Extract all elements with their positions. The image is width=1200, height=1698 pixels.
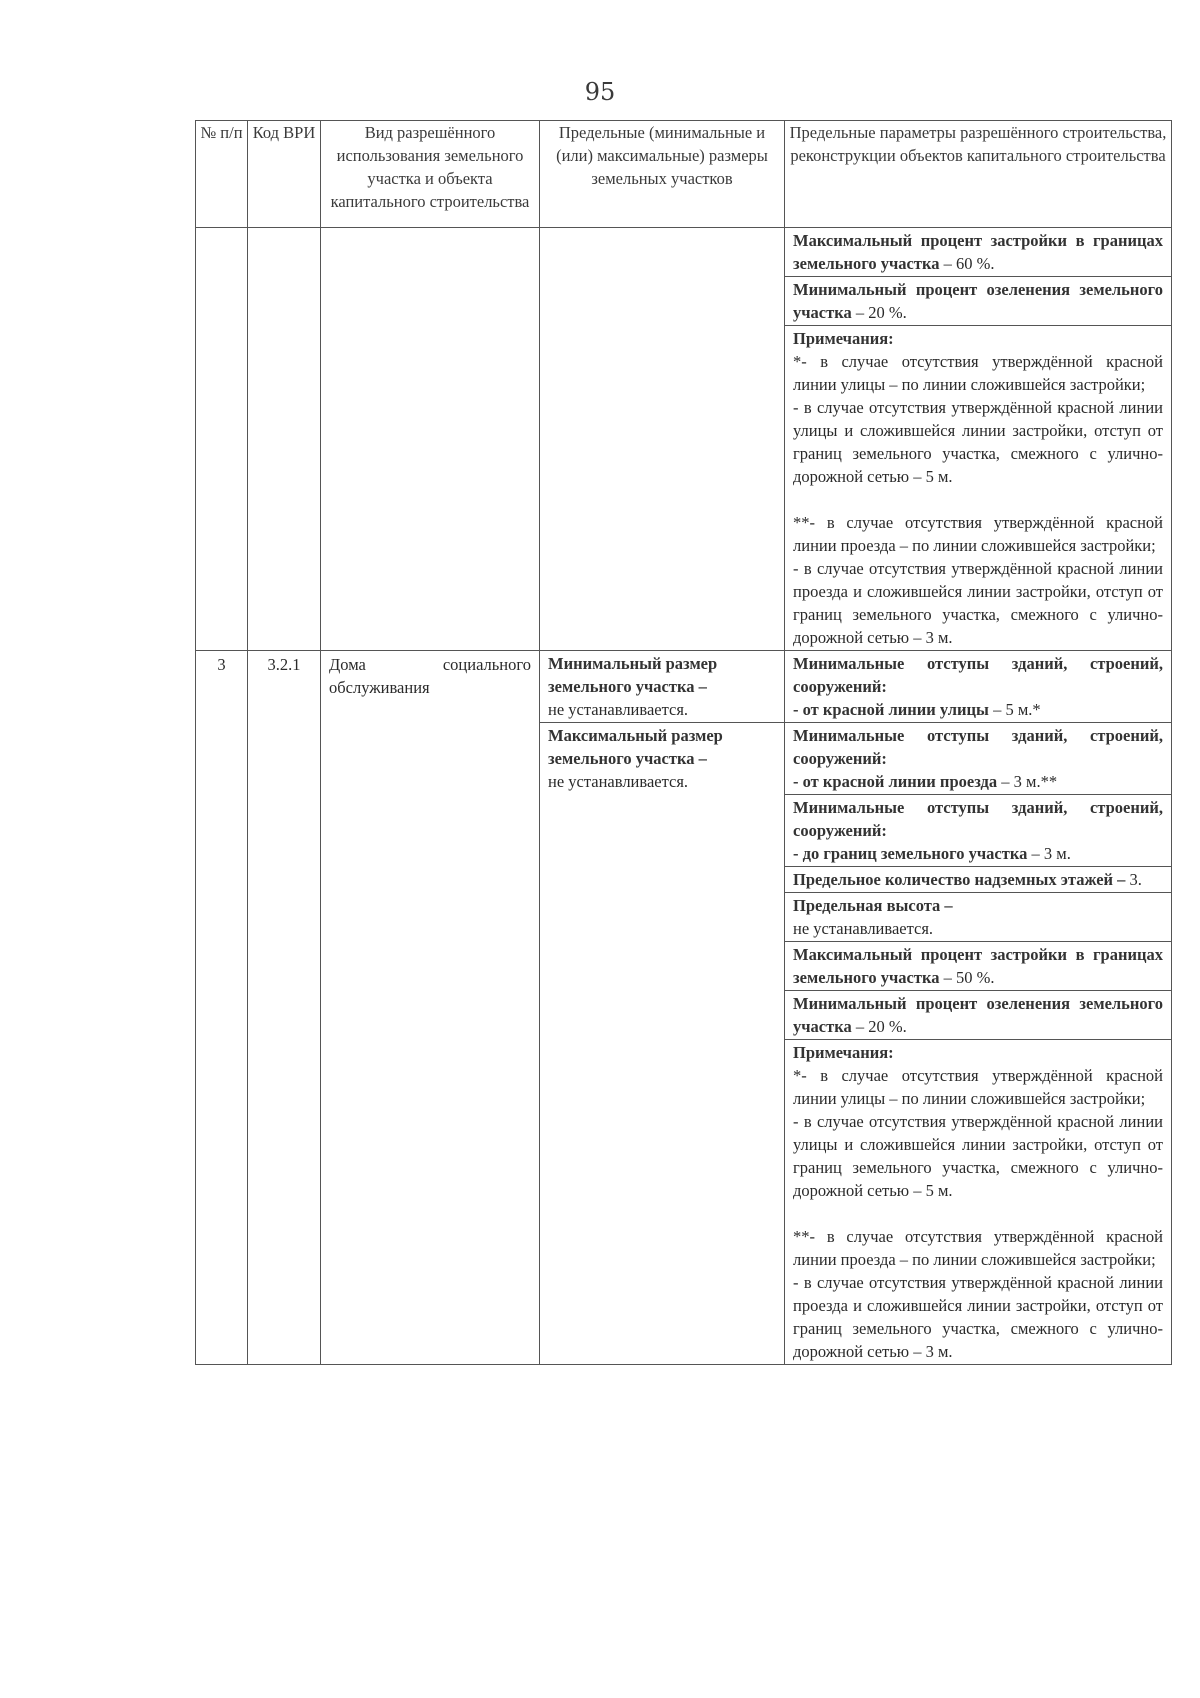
note-line: - в случае отсутствия утверждённой красной линии улицы и сложившейся линии застройки, отступ от границ земельного участка, смежного с улично-дорожной сетью – 5 м. (793, 398, 1163, 486)
param-tail: – 3 м. (1027, 844, 1071, 863)
header-params: Предельные параметры разрешённого строительства, реконструкции объектов капитального строительства (785, 121, 1172, 228)
size-bold: Минимальный размер земельного участка – (548, 654, 718, 696)
note-line: - в случае отсутствия утверждённой красной линии проезда и сложившейся линии застройки, отступ от границ земельного участка, смежного с улично-дорожной сетью – 3 м. (793, 1273, 1163, 1361)
note-gap (793, 488, 1163, 511)
param-item (785, 867, 1171, 893)
cell-vri-code: 3.2.1 (248, 651, 321, 1365)
note-line: **- в случае отсутствия утверждённой красной линии проезда – по линии сложившейся застройки; (793, 1227, 1163, 1269)
param-item (785, 893, 1171, 942)
param-bold: Предельная высота – (793, 896, 953, 915)
param-tail: – 5 м.* (988, 700, 1041, 719)
param-bold: Максимальный процент застройки в границах земельного участка (793, 231, 1163, 273)
param-tail: не устанавливается. (793, 919, 934, 938)
cell-sizes (540, 651, 785, 1365)
size-bold: Максимальный размер земельного участка – (548, 726, 723, 768)
param-item (785, 651, 1171, 723)
notes-title: Примечания: (793, 329, 894, 348)
size-item (540, 722, 784, 794)
note-line: - в случае отсутствия утверждённой красной линии проезда и сложившейся линии застройки, отступ от границ земельного участка, смежного с улично-дорожной сетью – 3 м. (793, 559, 1163, 647)
size-tail: не устанавливается. (548, 700, 689, 719)
cell-vri-empty (321, 228, 540, 651)
param-item (785, 723, 1171, 795)
table-row-continuation (196, 228, 1172, 651)
page-number: 95 (584, 78, 616, 106)
param-bold2: - от красной линии улицы (793, 700, 989, 719)
param-tail: – 50 %. (939, 968, 995, 987)
param-item (785, 277, 1171, 326)
size-item (540, 651, 784, 722)
param-bold: Минимальный процент озеленения земельного участка (793, 280, 1163, 322)
note-line: - в случае отсутствия утверждённой красной линии улицы и сложившейся линии застройки, отступ от границ земельного участка, смежного с улично-дорожной сетью – 5 м. (793, 1112, 1163, 1200)
note-line: *- в случае отсутствия утверждённой красной линии улицы – по линии сложившейся застройки; (793, 352, 1163, 394)
param-tail: – 60 %. (939, 254, 995, 273)
param-bold: Предельное количество надземных этажей – (793, 870, 1130, 889)
header-sizes: Предельные (минимальные и (или) максимальные) размеры земельных участков (540, 121, 785, 228)
table-header-row (196, 121, 1172, 228)
notes-block (785, 326, 1171, 650)
note-gap (793, 1202, 1163, 1225)
param-bold: Минимальные отступы зданий, строений, сооружений: (793, 798, 1163, 840)
param-bold2: - от красной линии проезда (793, 772, 998, 791)
size-tail: не устанавливается. (548, 772, 689, 791)
note-line: *- в случае отсутствия утверждённой красной линии улицы – по линии сложившейся застройки; (793, 1066, 1163, 1108)
note-line: **- в случае отсутствия утверждённой красной линии проезда – по линии сложившейся застройки; (793, 513, 1163, 555)
header-vri: Вид разрешённого использования земельного участка и объекта капитального строительства (321, 121, 540, 228)
header-code: Код ВРИ (248, 121, 321, 228)
param-bold: Максимальный процент застройки в границах земельного участка (793, 945, 1163, 987)
param-bold: Минимальный процент озеленения земельного участка (793, 994, 1163, 1036)
header-no: № п/п (196, 121, 248, 228)
param-tail: – 20 %. (851, 1017, 907, 1036)
zoning-table (195, 120, 1172, 1365)
param-bold: Минимальные отступы зданий, строений, сооружений: (793, 654, 1163, 696)
cell-params (785, 651, 1172, 1365)
param-bold2: - до границ земельного участка (793, 844, 1028, 863)
notes-title: Примечания: (793, 1043, 894, 1062)
table-row-3 (196, 651, 1172, 1365)
cell-row-number: 3 (196, 651, 248, 1365)
param-item (785, 991, 1171, 1040)
param-item (785, 795, 1171, 867)
param-tail: – 20 %. (851, 303, 907, 322)
param-tail: 3. (1129, 870, 1142, 889)
cell-code-empty (248, 228, 321, 651)
param-bold: Минимальные отступы зданий, строений, сооружений: (793, 726, 1163, 768)
cell-no-empty (196, 228, 248, 651)
cell-params-continuation (785, 228, 1172, 651)
notes-block (785, 1040, 1171, 1364)
param-item (785, 228, 1171, 277)
cell-vri-name: Дома социального обслуживания (321, 651, 540, 1365)
param-item (785, 942, 1171, 991)
cell-sizes-empty (540, 228, 785, 651)
param-tail: – 3 м.** (997, 772, 1058, 791)
